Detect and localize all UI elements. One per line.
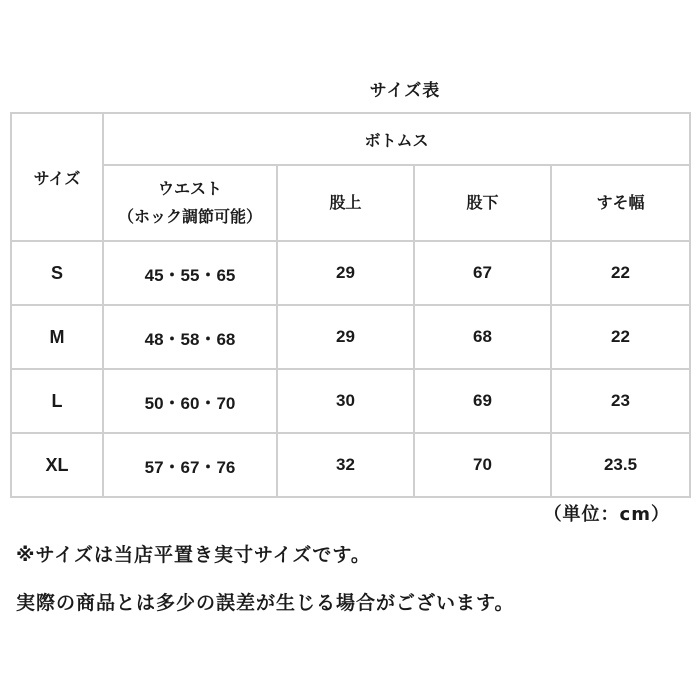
waist-header-note: （ホック調節可能） xyxy=(117,207,262,226)
rise-column-header: 股上 xyxy=(277,165,414,241)
waist-cell: 45・55・65 xyxy=(103,241,277,305)
inseam-cell: 70 xyxy=(414,433,551,497)
waist-cell: 48・58・68 xyxy=(103,305,277,369)
hem-width-column-header: すそ幅 xyxy=(551,165,690,241)
table-row xyxy=(11,433,690,497)
waist-header-label: ウエスト xyxy=(157,179,222,198)
bottoms-group-header: ボトムス xyxy=(103,113,690,165)
inseam-cell: 68 xyxy=(414,305,551,369)
waist-cell: 57・67・76 xyxy=(103,433,277,497)
inseam-cell: 67 xyxy=(414,241,551,305)
table-row xyxy=(11,241,690,305)
waist-column-header xyxy=(103,165,277,241)
size-column-header: サイズ xyxy=(11,113,103,241)
measurement-note: ※サイズは当店平置き実寸サイズです。 xyxy=(16,544,371,566)
hem-width-cell: 22 xyxy=(551,305,690,369)
inseam-cell: 69 xyxy=(414,369,551,433)
rise-cell: 29 xyxy=(277,241,414,305)
waist-cell: 50・60・70 xyxy=(103,369,277,433)
size-table xyxy=(10,112,691,498)
size-cell: L xyxy=(11,369,103,433)
rise-cell: 32 xyxy=(277,433,414,497)
rise-cell: 30 xyxy=(277,369,414,433)
size-cell: S xyxy=(11,241,103,305)
hem-width-cell: 22 xyxy=(551,241,690,305)
unit-note: （単位：cm） xyxy=(543,504,670,525)
page-title: サイズ表 xyxy=(369,81,441,101)
hem-width-cell: 23.5 xyxy=(551,433,690,497)
hem-width-cell: 23 xyxy=(551,369,690,433)
size-cell: XL xyxy=(11,433,103,497)
inseam-column-header: 股下 xyxy=(414,165,551,241)
table-row xyxy=(11,369,690,433)
rise-cell: 29 xyxy=(277,305,414,369)
size-cell: M xyxy=(11,305,103,369)
table-row xyxy=(11,305,690,369)
variance-note: 実際の商品とは多少の誤差が生じる場合がございます。 xyxy=(16,592,515,614)
